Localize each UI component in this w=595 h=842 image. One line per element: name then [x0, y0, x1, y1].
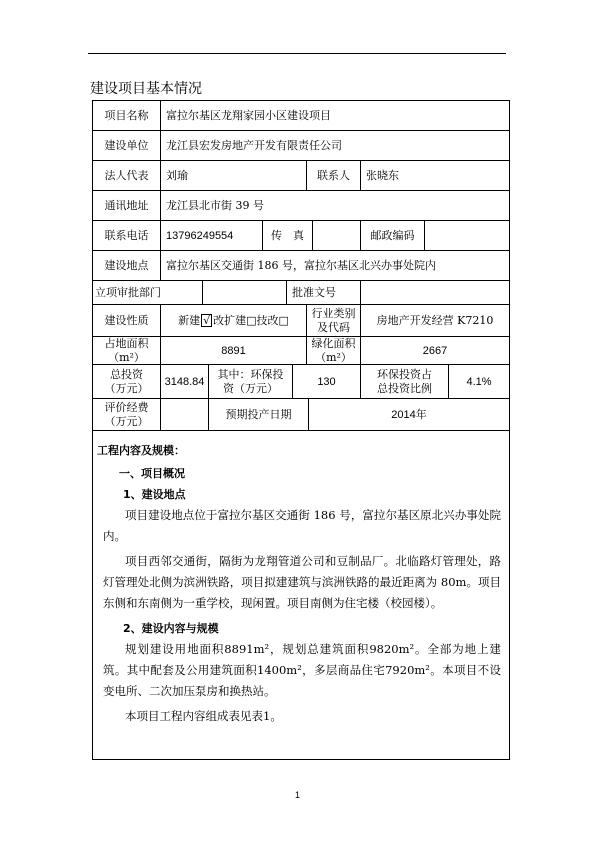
env-ratio-label — [361, 365, 449, 399]
land-area-value: 8891 — [161, 337, 307, 365]
green-area-value: 2667 — [361, 337, 509, 365]
env-invest-value: 130 — [293, 365, 361, 399]
land-area-label-line1: 占地面积 — [104, 337, 149, 350]
env-invest-label-line2: 资（万元） — [223, 381, 278, 395]
nature-rest-text: 改扩建□技改□ — [213, 313, 289, 327]
eval-fee-label-line2: （万元） — [104, 414, 149, 428]
approval-dept-value — [203, 281, 287, 305]
total-invest-label — [93, 365, 161, 399]
green-area-label-line2: （m²） — [315, 350, 352, 364]
location-value: 富拉尔基区交通街 186 号，富拉尔基区北兴办事处院内 — [161, 251, 509, 281]
approval-dept-label: 立项审批部门 — [93, 281, 203, 305]
postcode-value — [425, 221, 509, 251]
section-overview: 一、项目概况 — [119, 467, 185, 480]
contact-label: 联系人 — [307, 161, 361, 191]
approval-no-label: 批准文号 — [287, 281, 361, 305]
nature-value — [161, 305, 307, 337]
sub-location: 1、建设地点 — [123, 488, 186, 501]
total-invest-label-line2: （万元） — [104, 381, 149, 395]
unit-value: 龙江县宏发房地产开发有限责任公司 — [161, 131, 509, 161]
eval-fee-value — [161, 399, 209, 431]
env-invest-label-line1: 其中：环保投 — [217, 367, 284, 381]
page-heading: 建设项目基本情况 — [90, 81, 202, 97]
paragraph-table-ref: 本项目工程内容组成表见表1。 — [125, 709, 282, 723]
project-name-value: 富拉尔基区龙翔家园小区建设项目 — [161, 101, 509, 131]
paragraph-scope: 规划建设用地面积8891m²，规划总建筑面积9820m²。全部为地上建筑。其中配套及公用建筑面积1400m²，多层商品住宅7920m²。本项目不设变电所、二次加压泵房和换热站。 — [103, 642, 501, 698]
phone-value: 13796249554 — [161, 221, 263, 251]
env-ratio-label-line1: 环保投资占 — [377, 367, 432, 381]
fax-label: 传 真 — [263, 221, 313, 251]
postcode-label: 邮政编码 — [361, 221, 425, 251]
phone-label: 联系电话 — [93, 221, 161, 251]
industry-label-line2: 及代码 — [317, 320, 350, 334]
industry-value: 房地产开发经营 K7210 — [361, 305, 509, 337]
unit-label: 建设单位 — [93, 131, 161, 161]
project-name-label: 项目名称 — [93, 101, 161, 131]
legal-rep-value: 刘瑜 — [161, 161, 307, 191]
page-number: 1 — [294, 790, 300, 800]
land-area-label — [93, 337, 161, 365]
legal-rep-label: 法人代表 — [93, 161, 161, 191]
nature-new-checkbox[interactable]: √ — [203, 314, 211, 327]
nature-new-text: 新建 — [178, 313, 201, 327]
env-invest-label — [209, 365, 293, 399]
total-invest-value: 3148.84 — [161, 365, 209, 399]
eval-fee-label — [93, 399, 161, 431]
approval-no-value — [361, 281, 509, 305]
content-title: 工程内容及规模： — [97, 444, 185, 457]
nature-label: 建设性质 — [93, 305, 161, 337]
start-date-label: 预期投产日期 — [209, 399, 309, 431]
location-label: 建设地点 — [93, 251, 161, 281]
header-rule — [88, 53, 506, 54]
eval-fee-label-line1: 评价经费 — [104, 400, 149, 414]
paragraph-surroundings: 项目西邻交通街，隔街为龙翔管道公司和豆制品厂。北临路灯管理处，路灯管理处北侧为滨洲铁路，项目拟建建筑与滨洲铁路的最近距离为 80m。项目东侧和东南侧为一重学校，现闲置。项目南侧为住宅楼（校园楼）。 — [103, 554, 501, 610]
info-table — [92, 100, 510, 760]
sub-scope: 2、建设内容与规模 — [123, 622, 219, 635]
industry-label — [307, 305, 361, 337]
land-area-label-line2: （m²） — [108, 350, 145, 364]
paragraph-location: 项目建设地点位于富拉尔基区交通街 186 号，富拉尔基区原北兴办事处院内。 — [103, 508, 501, 543]
contact-value: 张晓东 — [361, 161, 509, 191]
address-label: 通讯地址 — [93, 191, 161, 221]
address-value: 龙江县北市街 39 号 — [161, 191, 509, 221]
project-content — [93, 440, 509, 727]
start-date-value: 2014年 — [309, 399, 509, 431]
env-ratio-label-line2: 总投资比例 — [377, 381, 432, 395]
fax-value — [313, 221, 361, 251]
env-ratio-value: 4.1% — [449, 365, 509, 399]
green-area-label — [307, 337, 361, 365]
green-area-label-line1: 绿化面积 — [311, 337, 356, 350]
industry-label-line1: 行业类别 — [311, 306, 356, 320]
total-invest-label-line1: 总投资 — [110, 367, 143, 381]
